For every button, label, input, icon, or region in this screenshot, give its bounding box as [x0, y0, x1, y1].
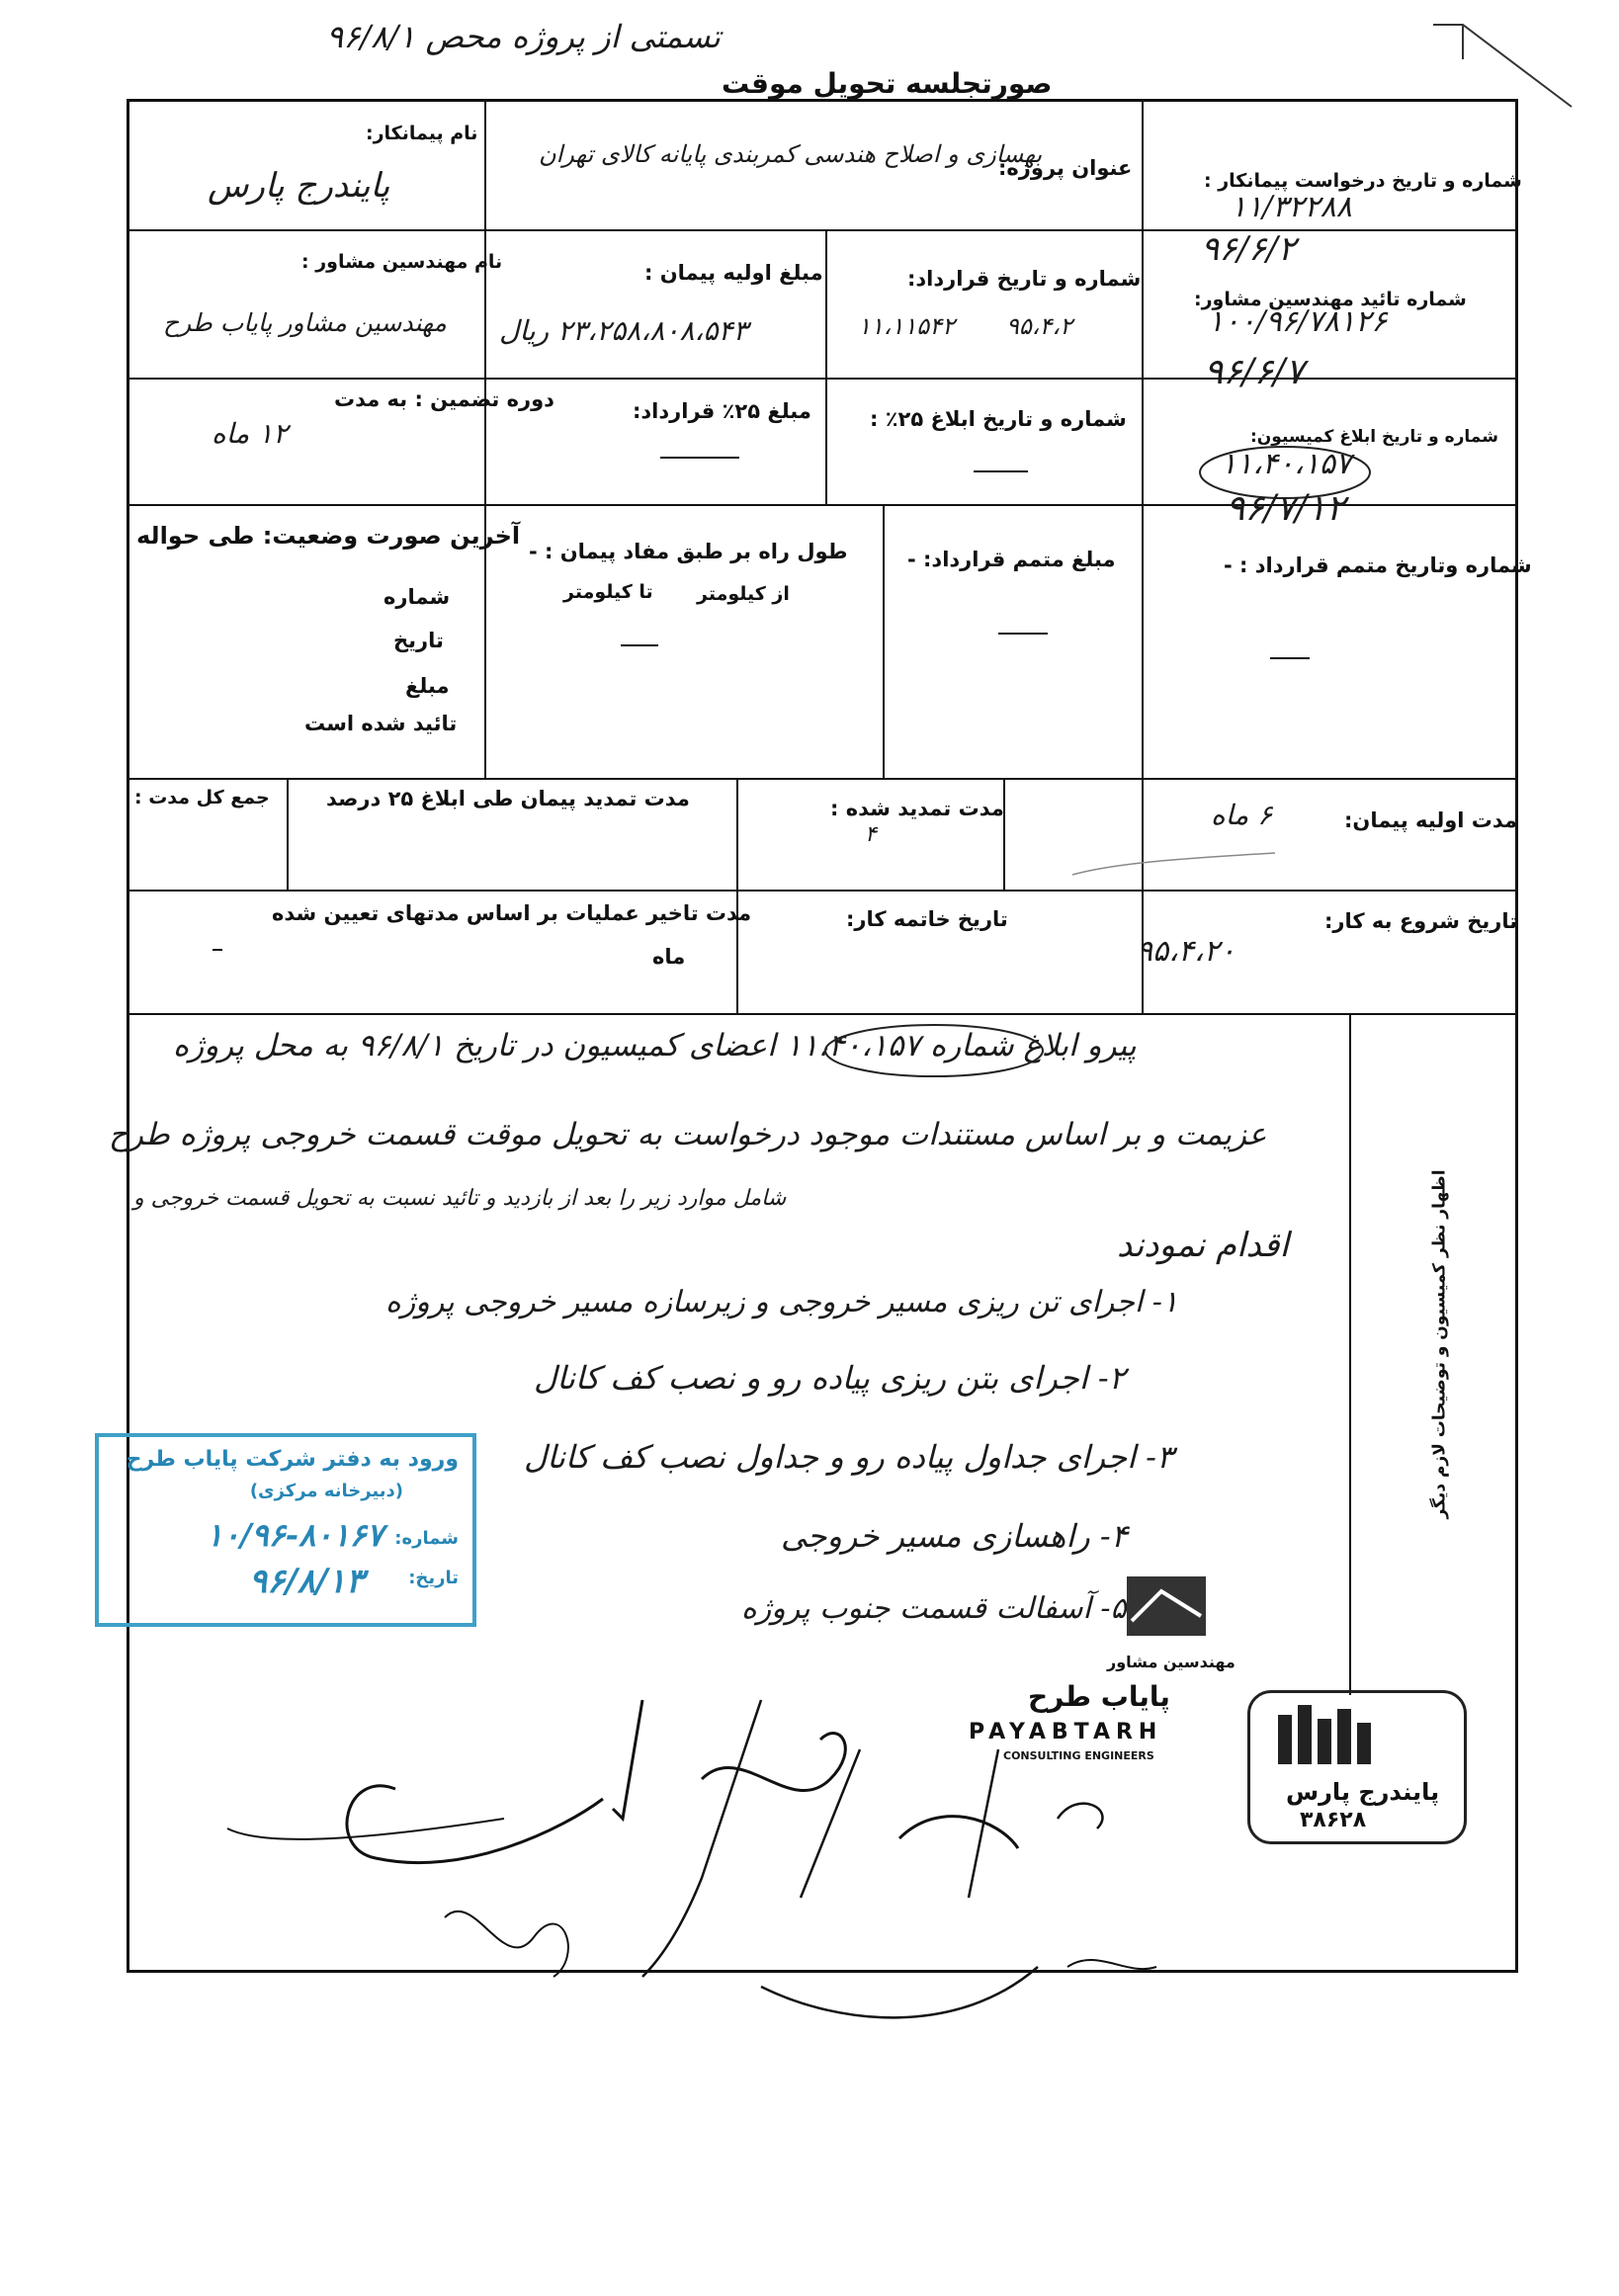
consultant-value: مهندسین مشاور پایاب طرح	[163, 308, 447, 337]
company-stamp-number: ۳۸۶۲۸	[1300, 1808, 1367, 1832]
page-title: صورتجلسه تحویل موقت	[722, 67, 1053, 100]
request-date: ۹۶/۶/۲	[1201, 229, 1296, 269]
last-status-label: آخرین صورت وضعیت: طی حواله	[136, 522, 521, 550]
col-rule-i	[1349, 1013, 1351, 1695]
contractor-label: نام پیمانکار:	[366, 123, 478, 144]
col-rule-f	[287, 778, 289, 890]
supplement-label: شماره وتاریخ متمم قرارداد : -	[1224, 553, 1532, 577]
supplement-empty-dash	[1270, 657, 1310, 659]
delay-unit: ماه	[652, 945, 686, 969]
consultant-confirm-date: ۹۶/۶/۷	[1204, 352, 1305, 392]
extended-value: ۴	[865, 822, 877, 847]
consultant-stamp-name-fa: پایاب طرح	[1028, 1680, 1170, 1713]
project-label: عنوان پروژه:	[998, 156, 1133, 180]
col-rule-c	[825, 229, 827, 504]
request-number: ۱۱/۳۲۲۸۸	[1231, 190, 1352, 224]
initial-duration-label: مدت اولیه پیمان:	[1344, 808, 1518, 832]
consultant-stamp-sub-en: CONSULTING ENGINEERS	[1003, 1749, 1154, 1762]
amount25-label: مبلغ ۲۵٪ قرارداد:	[633, 399, 811, 423]
notes-line-1: پیرو ابلاغ شماره ۱۱،۴۰،۱۵۷ اعضای کمیسیون در تاریخ ۹۶/۸/۱ به محل پروژه	[173, 1028, 1137, 1063]
consultant-label: نام مهندسین مشاور :	[301, 251, 503, 273]
commission-label: شماره و تاریخ ابلاغ کمیسیون:	[1250, 427, 1498, 447]
entry-stamp-date-label: تاریخ:	[408, 1568, 459, 1588]
delay-label: مدت تاخیر عملیات بر اساس مدتهای تعیین شده	[272, 901, 752, 925]
amount25-empty-dash	[660, 457, 739, 459]
company-stamp-name: پایندرج پارس	[1286, 1778, 1440, 1806]
status-amount: مبلغ	[405, 674, 450, 698]
consultant-stamp-name-en: PAYABTARH	[969, 1720, 1163, 1744]
notes-circled-number	[820, 1020, 1048, 1081]
initial-duration-value: ۶ ماه	[1211, 799, 1273, 831]
notes-line-8: ۴- راهسازی مسیر خروجی	[781, 1517, 1128, 1555]
notes-line-7: ۳- اجرای جداول پیاده رو و جداول نصب کف کانال	[524, 1438, 1174, 1476]
road-length-empty-dash	[621, 644, 658, 646]
consultant-stamp-label: مهندسین مشاور	[1107, 1653, 1236, 1671]
contract-date: ۹۵،۴،۲	[1006, 312, 1073, 340]
extended-label: مدت تمدید شده :	[830, 797, 1004, 820]
entry-stamp-number-value: ۱۰/۹۶-۸۰۱۶۷	[206, 1516, 383, 1554]
col-rule-g	[736, 778, 738, 1013]
rule-row2	[127, 378, 1515, 380]
notes-line-9: ۵- آسفالت قسمت جنوب پروژه	[741, 1591, 1127, 1626]
end-label: تاریخ خاتمه کار:	[846, 907, 1008, 931]
delay-empty-dash	[213, 949, 222, 951]
commission-number: ۱۱،۴۰،۱۵۷	[1221, 447, 1352, 481]
contractor-value: پایندرج پارس	[208, 166, 390, 206]
notes-line-4: اقدام نمودند	[1117, 1226, 1289, 1265]
notes-side-label: اظهار نظر کمیسیون و توضیحات لازم دیگر	[1429, 1169, 1450, 1519]
notes-line-6: ۲- اجرای بتن ریزی پیاده رو و نصب کف کانال	[534, 1359, 1126, 1397]
folded-corner-mark	[1423, 20, 1581, 109]
col-rule-h	[1003, 778, 1005, 890]
entry-stamp-line1: ورود به دفتر شرکت پایاب طرح	[126, 1447, 459, 1472]
status-number: شماره	[383, 585, 451, 609]
project-value: بهسازی و اصلاح هندسی کمربندی پایانه کالای تهران	[539, 140, 1043, 168]
supplement-amount-empty-dash	[998, 633, 1048, 635]
company-logo-icon	[1278, 1705, 1387, 1774]
notes-line-3: شامل موارد زیر را بعد از بازدید و تائید نسبت به تحویل قسمت خروجی و	[133, 1186, 787, 1211]
road-to-km: تا کیلومتر	[563, 581, 653, 603]
entry-stamp	[95, 1433, 476, 1627]
rule-row4	[127, 778, 1515, 780]
road-from-km: از کیلومتر	[697, 583, 790, 605]
status-approved: تائید شده است	[304, 712, 458, 735]
total-duration-label: جمع کل مدت :	[134, 787, 270, 808]
signatures-drawing	[148, 1680, 1285, 2056]
rule-row6	[127, 1013, 1515, 1015]
extension25-label: مدت تمدید پیمان طی ابلاغ ۲۵ درصد	[326, 787, 690, 810]
consultant-confirm-label: شماره تائید مهندسین مشاور:	[1194, 289, 1467, 310]
duration-scribble	[1067, 845, 1285, 885]
rule-row5	[127, 890, 1515, 892]
consultant-confirm-number: ۱۰۰/۹۶/۷۸۱۲۶	[1208, 304, 1388, 339]
start-label: تاریخ شروع به کار:	[1324, 909, 1518, 933]
entry-stamp-line2: (دبیرخانه مرکزی)	[249, 1481, 403, 1501]
entry-stamp-date-value: ۹۶/۸/۱۳	[248, 1562, 364, 1601]
start-value: ۹۵،۴،۲۰	[1137, 934, 1236, 969]
header-handwritten-note: تسمتی از پروژه محص ۹۶/۸/۱	[326, 18, 721, 55]
warranty-label: دوره تضمین : به مدت	[334, 387, 554, 411]
rule-row1	[127, 229, 1515, 231]
warranty-value: ۱۲ ماه	[212, 417, 289, 450]
notice25-label: شماره و تاریخ ابلاغ ۲۵٪ :	[870, 407, 1127, 431]
col-rule-b	[484, 99, 486, 504]
request-label: شماره و تاریخ درخواست پیمانکار :	[1204, 170, 1522, 192]
notice25-empty-dash	[974, 470, 1028, 472]
supplement-amount-label: مبلغ متمم قرارداد: -	[907, 548, 1116, 571]
road-length-label: طول راه بر طبق مفاد پیمان : -	[529, 540, 848, 563]
entry-stamp-number-label: شماره:	[394, 1528, 459, 1549]
commission-date: ۹۶/۷/۱۲	[1226, 488, 1345, 529]
notes-line-2: عزیمت و بر اساس مستندات موجود درخواست به تحویل موقت قسمت خروجی پروژه طرح	[109, 1117, 1267, 1152]
col-rule-e	[883, 504, 885, 778]
contract-label: شماره و تاریخ قرارداد:	[907, 267, 1142, 291]
contract-number: ۱۱،۱۱۵۴۲	[858, 312, 955, 340]
consultant-logo-icon	[1122, 1572, 1211, 1641]
initial-amount-value: ۲۳،۲۵۸،۸۰۸،۵۴۳ ریال	[499, 314, 748, 347]
initial-amount-label: مبلغ اولیه پیمان :	[644, 261, 823, 285]
notes-line-5: ۱- اجرای تن ریزی مسیر خروجی و زیرسازه مسیر خروجی پروژه	[385, 1285, 1179, 1319]
status-date: تاریخ	[393, 629, 444, 652]
